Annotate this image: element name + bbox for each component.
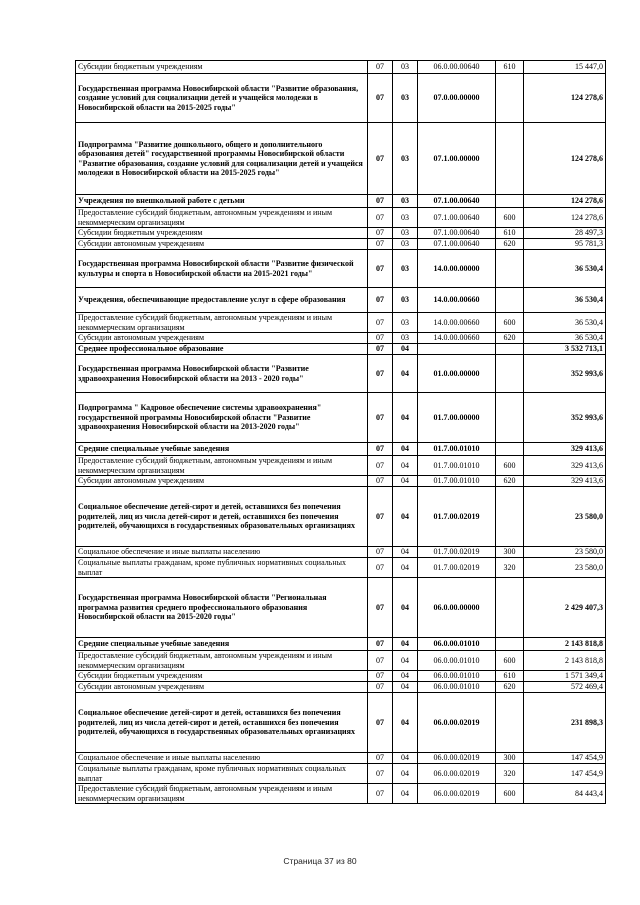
row-amount: 329 413,6 — [524, 443, 606, 456]
row-expense-type: 620 — [496, 333, 524, 344]
row-name: Предоставление субсидий бюджетным, автономным учреждениям и иным некоммерческим организациям — [76, 208, 368, 228]
row-target-code: 06.0.00.02019 — [418, 693, 496, 753]
row-target-code: 06.0.00.02019 — [418, 764, 496, 784]
table-row — [76, 288, 606, 313]
row-amount: 2 143 818,8 — [524, 638, 606, 651]
row-target-code: 14.0.00.00000 — [418, 250, 496, 288]
row-target-code: 06.0.00.01010 — [418, 638, 496, 651]
row-section: 07 — [368, 638, 393, 651]
row-target-code: 01.7.00.01010 — [418, 456, 496, 476]
row-subsection: 04 — [393, 578, 418, 638]
budget-table-body — [76, 61, 606, 804]
row-name: Субсидии бюджетным учреждениям — [76, 228, 368, 239]
table-row — [76, 239, 606, 250]
row-expense-type: 610 — [496, 671, 524, 682]
row-target-code: 07.1.00.00640 — [418, 239, 496, 250]
row-expense-type: 620 — [496, 239, 524, 250]
row-target-code: 06.0.00.01010 — [418, 682, 496, 693]
row-section: 07 — [368, 476, 393, 487]
row-section: 07 — [368, 74, 393, 123]
row-target-code: 01.7.00.01010 — [418, 476, 496, 487]
table-row — [76, 638, 606, 651]
row-target-code: 01.0.00.00000 — [418, 355, 496, 393]
row-target-code: 07.1.00.00640 — [418, 228, 496, 239]
row-target-code — [418, 344, 496, 355]
table-row — [76, 333, 606, 344]
row-subsection: 04 — [393, 753, 418, 764]
table-row — [76, 487, 606, 547]
row-amount: 1 571 349,4 — [524, 671, 606, 682]
row-section: 07 — [368, 651, 393, 671]
row-subsection: 03 — [393, 288, 418, 313]
row-amount: 329 413,6 — [524, 476, 606, 487]
table-row — [76, 651, 606, 671]
row-subsection: 04 — [393, 682, 418, 693]
row-name: Социальное обеспечение и иные выплаты населению — [76, 753, 368, 764]
row-expense-type — [496, 123, 524, 195]
row-subsection: 04 — [393, 393, 418, 443]
row-subsection: 04 — [393, 487, 418, 547]
row-subsection: 03 — [393, 208, 418, 228]
row-name: Субсидии автономным учреждениям — [76, 239, 368, 250]
row-name: Субсидии автономным учреждениям — [76, 682, 368, 693]
row-name: Социальное обеспечение детей-сирот и детей, оставшихся без попечения родителей, лиц из числа детей-сирот и детей, оставшихся без попечения родителей, обучающихся в государственных образовательных организациях — [76, 487, 368, 547]
row-amount: 23 580,0 — [524, 547, 606, 558]
row-name: Предоставление субсидий бюджетным, автономным учреждениям и иным некоммерческим организациям — [76, 313, 368, 333]
row-expense-type — [496, 355, 524, 393]
row-name: Государственная программа Новосибирской области "Развитие физической культуры и спорта в Новосибирской области на 2015-2021 годы" — [76, 250, 368, 288]
row-target-code: 07.1.00.00640 — [418, 195, 496, 208]
row-subsection: 04 — [393, 476, 418, 487]
row-target-code: 01.7.00.02019 — [418, 547, 496, 558]
row-expense-type — [496, 393, 524, 443]
table-row — [76, 578, 606, 638]
row-expense-type — [496, 288, 524, 313]
row-target-code: 01.7.00.02019 — [418, 487, 496, 547]
row-section: 07 — [368, 693, 393, 753]
row-subsection: 03 — [393, 61, 418, 74]
row-amount: 23 580,0 — [524, 558, 606, 578]
table-row — [76, 61, 606, 74]
table-row — [76, 547, 606, 558]
row-section: 07 — [368, 753, 393, 764]
row-section: 07 — [368, 487, 393, 547]
row-section: 07 — [368, 61, 393, 74]
row-name: Субсидии автономным учреждениям — [76, 333, 368, 344]
row-section: 07 — [368, 333, 393, 344]
page-footer: Страница 37 из 80 — [283, 856, 357, 866]
row-section: 07 — [368, 123, 393, 195]
row-subsection: 03 — [393, 313, 418, 333]
row-amount: 15 447,0 — [524, 61, 606, 74]
row-expense-type: 600 — [496, 313, 524, 333]
row-name: Социальные выплаты гражданам, кроме публичных нормативных социальных выплат — [76, 558, 368, 578]
row-section: 07 — [368, 682, 393, 693]
row-amount: 147 454,9 — [524, 764, 606, 784]
row-section: 07 — [368, 355, 393, 393]
row-section: 07 — [368, 393, 393, 443]
row-section: 07 — [368, 250, 393, 288]
row-subsection: 04 — [393, 443, 418, 456]
row-subsection: 04 — [393, 693, 418, 753]
row-amount: 23 580,0 — [524, 487, 606, 547]
row-target-code: 07.1.00.00000 — [418, 123, 496, 195]
row-section: 07 — [368, 547, 393, 558]
row-expense-type: 600 — [496, 208, 524, 228]
row-amount: 3 532 713,1 — [524, 344, 606, 355]
row-amount: 231 898,3 — [524, 693, 606, 753]
row-amount: 124 278,6 — [524, 195, 606, 208]
row-name: Подпрограмма "Развитие дошкольного, общего и дополнительного образования детей" государственной программы Новосибирской области "Развитие образования, создание условий для социализации детей и учащейся молодежи в Новосибирской области на 2015-2025 годы" — [76, 123, 368, 195]
table-row — [76, 355, 606, 393]
row-name: Предоставление субсидий бюджетным, автономным учреждениям и иным некоммерческим организациям — [76, 651, 368, 671]
row-expense-type: 320 — [496, 764, 524, 784]
table-row — [76, 784, 606, 804]
table-row — [76, 476, 606, 487]
row-section: 07 — [368, 239, 393, 250]
row-subsection: 04 — [393, 355, 418, 393]
row-amount: 124 278,6 — [524, 123, 606, 195]
row-name: Социальные выплаты гражданам, кроме публичных нормативных социальных выплат — [76, 764, 368, 784]
budget-table — [75, 60, 606, 804]
table-row — [76, 123, 606, 195]
row-amount: 95 781,3 — [524, 239, 606, 250]
row-name: Средние специальные учебные заведения — [76, 638, 368, 651]
row-name: Подпрограмма " Кадровое обеспечение системы здравоохранения" государственной программы Новосибирской области "Развитие здравоохранения Новосибирской области на 2013-2020 годы" — [76, 393, 368, 443]
row-expense-type — [496, 250, 524, 288]
row-subsection: 04 — [393, 547, 418, 558]
row-subsection: 03 — [393, 195, 418, 208]
row-amount: 572 469,4 — [524, 682, 606, 693]
row-target-code: 01.7.00.02019 — [418, 558, 496, 578]
row-section: 07 — [368, 208, 393, 228]
row-expense-type — [496, 74, 524, 123]
table-row — [76, 195, 606, 208]
row-amount: 36 530,4 — [524, 250, 606, 288]
row-expense-type: 620 — [496, 682, 524, 693]
row-expense-type: 600 — [496, 784, 524, 804]
row-amount: 2 429 407,3 — [524, 578, 606, 638]
row-expense-type: 620 — [496, 476, 524, 487]
row-target-code: 14.0.00.00660 — [418, 288, 496, 313]
table-row — [76, 313, 606, 333]
row-amount: 36 530,4 — [524, 288, 606, 313]
table-row — [76, 671, 606, 682]
table-row — [76, 250, 606, 288]
table-row — [76, 682, 606, 693]
row-expense-type — [496, 443, 524, 456]
row-name: Предоставление субсидий бюджетным, автономным учреждениям и иным некоммерческим организациям — [76, 784, 368, 804]
row-name: Социальное обеспечение детей-сирот и детей, оставшихся без попечения родителей, лиц из числа детей-сирот и детей, оставшихся без попечения родителей, обучающихся в государственных образовательных организациях — [76, 693, 368, 753]
row-subsection: 03 — [393, 123, 418, 195]
row-amount: 36 530,4 — [524, 313, 606, 333]
row-subsection: 04 — [393, 344, 418, 355]
row-section: 07 — [368, 288, 393, 313]
row-subsection: 03 — [393, 228, 418, 239]
row-expense-type: 600 — [496, 651, 524, 671]
row-amount: 352 993,6 — [524, 393, 606, 443]
row-expense-type — [496, 638, 524, 651]
row-expense-type: 300 — [496, 753, 524, 764]
row-target-code: 01.7.00.00000 — [418, 393, 496, 443]
row-name: Учреждения, обеспечивающие предоставление услуг в сфере образования — [76, 288, 368, 313]
row-name: Субсидии бюджетным учреждениям — [76, 61, 368, 74]
row-expense-type: 600 — [496, 456, 524, 476]
row-amount: 84 443,4 — [524, 784, 606, 804]
table-row — [76, 693, 606, 753]
row-expense-type: 320 — [496, 558, 524, 578]
row-section: 07 — [368, 344, 393, 355]
table-row — [76, 393, 606, 443]
table-row — [76, 74, 606, 123]
row-expense-type — [496, 487, 524, 547]
table-row — [76, 344, 606, 355]
table-row — [76, 558, 606, 578]
row-name: Социальное обеспечение и иные выплаты населению — [76, 547, 368, 558]
row-target-code: 07.1.00.00640 — [418, 208, 496, 228]
row-section: 07 — [368, 456, 393, 476]
row-subsection: 03 — [393, 74, 418, 123]
row-amount: 124 278,6 — [524, 74, 606, 123]
row-section: 07 — [368, 671, 393, 682]
row-name: Предоставление субсидий бюджетным, автономным учреждениям и иным некоммерческим организациям — [76, 456, 368, 476]
row-target-code: 06.0.00.02019 — [418, 784, 496, 804]
row-expense-type — [496, 344, 524, 355]
row-subsection: 03 — [393, 239, 418, 250]
row-target-code: 06.0.00.00000 — [418, 578, 496, 638]
row-amount: 352 993,6 — [524, 355, 606, 393]
row-name: Субсидии автономным учреждениям — [76, 476, 368, 487]
row-subsection: 04 — [393, 638, 418, 651]
row-subsection: 03 — [393, 333, 418, 344]
row-subsection: 04 — [393, 764, 418, 784]
row-expense-type — [496, 578, 524, 638]
row-expense-type: 300 — [496, 547, 524, 558]
table-row — [76, 764, 606, 784]
row-target-code: 14.0.00.00660 — [418, 333, 496, 344]
row-section: 07 — [368, 228, 393, 239]
table-row — [76, 228, 606, 239]
row-name: Государственная программа Новосибирской области "Региональная программа развития среднего профессионального образования Новосибирской области на 2015-2020 годы" — [76, 578, 368, 638]
row-expense-type — [496, 693, 524, 753]
row-target-code: 06.0.00.02019 — [418, 753, 496, 764]
table-row — [76, 443, 606, 456]
row-subsection: 04 — [393, 671, 418, 682]
row-name: Государственная программа Новосибирской области "Развитие образования, создание условий для социализации детей и учащейся молодежи в Новосибирской области на 2015-2025 годы" — [76, 74, 368, 123]
row-section: 07 — [368, 578, 393, 638]
row-amount: 2 143 818,8 — [524, 651, 606, 671]
row-subsection: 03 — [393, 250, 418, 288]
row-amount: 36 530,4 — [524, 333, 606, 344]
table-row — [76, 208, 606, 228]
table-row — [76, 456, 606, 476]
row-section: 07 — [368, 443, 393, 456]
row-amount: 147 454,9 — [524, 753, 606, 764]
row-section: 07 — [368, 313, 393, 333]
row-name: Государственная программа Новосибирской области "Развитие здравоохранения Новосибирской области на 2013 - 2020 годы" — [76, 355, 368, 393]
row-target-code: 07.0.00.00000 — [418, 74, 496, 123]
row-section: 07 — [368, 195, 393, 208]
row-target-code: 06.0.00.01010 — [418, 671, 496, 682]
row-subsection: 04 — [393, 558, 418, 578]
row-expense-type: 610 — [496, 228, 524, 239]
row-expense-type — [496, 195, 524, 208]
row-target-code: 14.0.00.00660 — [418, 313, 496, 333]
row-subsection: 04 — [393, 651, 418, 671]
row-section: 07 — [368, 764, 393, 784]
row-amount: 124 278,6 — [524, 208, 606, 228]
row-expense-type: 610 — [496, 61, 524, 74]
row-target-code: 06.0.00.01010 — [418, 651, 496, 671]
row-section: 07 — [368, 558, 393, 578]
row-subsection: 04 — [393, 784, 418, 804]
row-amount: 329 413,6 — [524, 456, 606, 476]
table-row — [76, 753, 606, 764]
row-target-code: 01.7.00.01010 — [418, 443, 496, 456]
row-name: Субсидии бюджетным учреждениям — [76, 671, 368, 682]
row-amount: 28 497,3 — [524, 228, 606, 239]
row-name: Среднее профессиональное образование — [76, 344, 368, 355]
row-section: 07 — [368, 784, 393, 804]
row-name: Учреждения по внешкольной работе с детьми — [76, 195, 368, 208]
row-subsection: 04 — [393, 456, 418, 476]
row-target-code: 06.0.00.00640 — [418, 61, 496, 74]
row-name: Средние специальные учебные заведения — [76, 443, 368, 456]
